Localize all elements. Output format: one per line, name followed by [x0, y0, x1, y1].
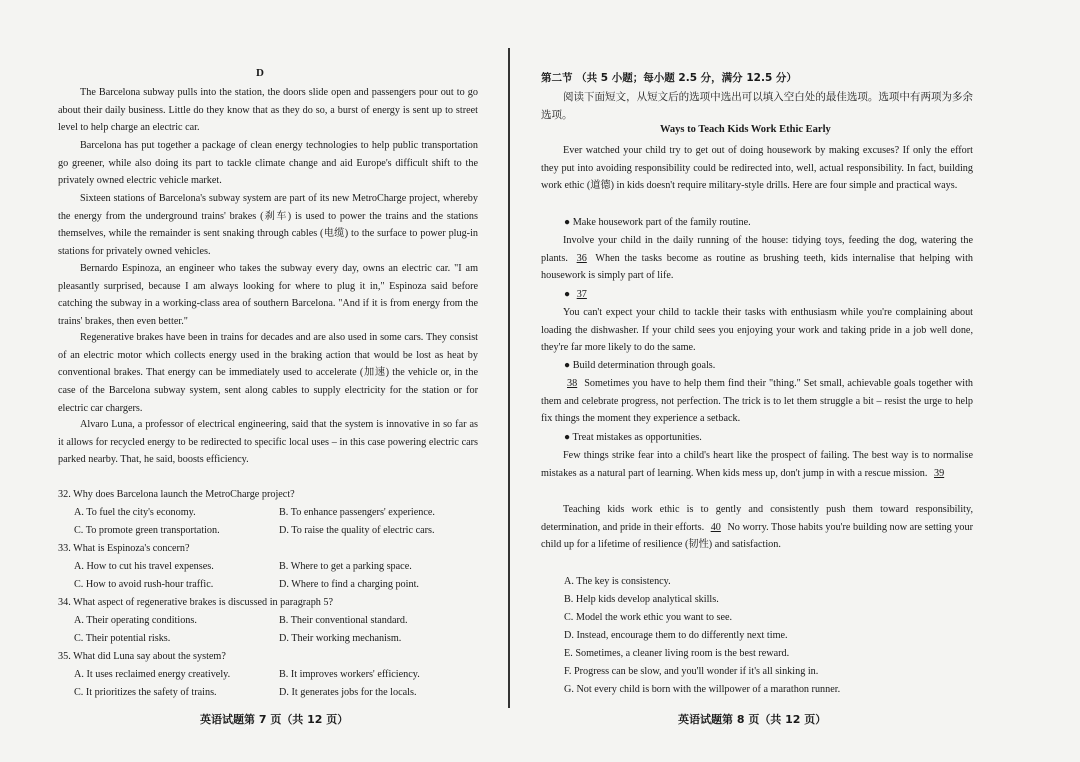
option-a: A. How to cut his travel expenses. — [74, 561, 214, 572]
passage-paragraph-5: Few things strike fear into a child's heart like the prospect of failing. The best way is to normalise mistakes as a natural part of learning. When kids mess up, don't jump in with a rescue mission. 39 — [541, 450, 973, 479]
blank-38: 38 — [567, 378, 578, 389]
option-a: A. Their operating conditions. — [74, 615, 197, 626]
passage-paragraph-4: 38 Sometimes you have to help them find their "thing." Set small, achievable goals together with them and celebrate progress, not perfection. The trick is to let them struggle a bit – resist the urge to help fix things the moment they experience a setback. — [541, 378, 973, 425]
page-footer: 英语试题第 7 页（共 12 页） — [200, 713, 349, 726]
instructions: 阅读下面短文，从短文后的选项中选出可以填入空白处的最佳选项。选项中有两项为多余选项。 — [541, 91, 973, 121]
passage-paragraph-4: Bernardo Espinoza, an engineer who takes the subway every day, owns an electric car. "I am pleasantly surprised, because I am always looking for where to plug it in," Espinoza said before catching the subway in a working-class area of southern Barcelona. "And if it is from energy from the trains' brakes, then even better." — [58, 263, 478, 328]
bullet-heading-2: ● 37 — [564, 286, 591, 304]
blank-39: 39 — [933, 467, 945, 479]
option-f: F. Progress can be slow, and you'll wonder if it's all sinking in. — [564, 666, 819, 677]
option-b: B. It improves workers' efficiency. — [279, 669, 420, 680]
passage-paragraph-3: Sixteen stations of Barcelona's subway system are part of its new MetroCharge project, whereby the energy from the underground trains' brakes (刹车) is used to power the trains and the stations themselves, while the remainder is sent snaking through cables (电缆) to the surface to power plug-in stations for privately owned vehicles. — [58, 193, 478, 258]
option-d: D. It generates jobs for the locals. — [279, 687, 417, 698]
option-d: D. Where to find a charging point. — [279, 579, 419, 590]
passage-title: Ways to Teach Kids Work Ethic Early — [660, 124, 831, 135]
passage-paragraph-5: Regenerative brakes have been in trains for decades and are also used in some cars. They consist of an electric motor which collects energy used in the braking action that would be lost as heat by conventional brakes. That energy can be immediately used to accelerate (加速) the vehicle or, in the case of the Barcelona subway system, sent along cables to supply electricity for the station or for electric car chargers. — [58, 332, 478, 414]
option-c: C. To promote green transportation. — [74, 525, 220, 536]
option-d: D. Their working mechanism. — [279, 633, 402, 644]
blank-37: 37 — [576, 289, 587, 300]
section-header: 第二节 （共 5 小题；每小题 2.5 分，满分 12.5 分） — [541, 72, 797, 84]
blank-36: 36 — [576, 252, 587, 264]
option-a: A. It uses reclaimed energy creatively. — [74, 669, 231, 680]
bullet-heading-4: ● Treat mistakes as opportunities. — [564, 432, 702, 443]
option-g: G. Not every child is born with the willpower of a marathon runner. — [564, 684, 841, 695]
option-b: B. Their conventional standard. — [279, 615, 408, 626]
option-e: E. Sometimes, a cleaner living room is the best reward. — [564, 648, 790, 659]
question-stem: 35. What did Luna say about the system? — [58, 651, 226, 662]
option-c: C. It prioritizes the safety of trains. — [74, 687, 217, 698]
option-b: B. To enhance passengers' experience. — [279, 507, 435, 518]
page-footer: 英语试题第 8 页（共 12 页） — [678, 713, 827, 726]
page-divider — [508, 48, 510, 708]
option-a: A. To fuel the city's economy. — [74, 507, 196, 518]
option-d: D. To raise the quality of electric cars. — [279, 525, 435, 536]
passage-paragraph-6: Alvaro Luna, a professor of electrical engineering, said that the system is innovative in so far as it allows for recycled energy to be redirected to specific local uses – in this case powering electric cars parked nearby. That, he said, boosts efficiency. — [58, 419, 478, 466]
passage-paragraph-3: You can't expect your child to tackle their tasks with enthusiasm while you're complaining about loading the dishwasher. If your child sees you enjoying your work and taking pride in a job well done, they're far more likely to do the same. — [541, 307, 973, 354]
option-c: C. Model the work ethic you want to see. — [564, 612, 733, 623]
left-page — [0, 0, 508, 762]
section-letter: D — [256, 67, 264, 79]
option-d: D. Instead, encourage them to do differently next time. — [564, 630, 788, 641]
question-stem: 32. Why does Barcelona launch the MetroCharge project? — [58, 489, 295, 500]
passage-paragraph-1: Ever watched your child try to get out of doing housework by making excuses? If only the effort they put into avoiding responsibility could be redirected into, well, actual responsibility. In fact, building work ethic (道德) in kids doesn't require military-style drills. Here are four simple and practical ways. — [541, 145, 973, 192]
option-a: A. The key is consistency. — [564, 576, 671, 587]
passage-paragraph-6: Teaching kids work ethic is to gently and consistently push them toward responsibility, determination, and pride in their efforts. 40 No worry. Those habits you're building now are setting your child up for a lifetime of resilience (韧性) and satisfaction. — [541, 504, 974, 551]
option-c: C. How to avoid rush-hour traffic. — [74, 579, 214, 590]
question-stem: 33. What is Espinoza's concern? — [58, 543, 190, 554]
bullet-heading-1: ● Make housework part of the family routine. — [564, 217, 751, 228]
right-page — [512, 0, 1080, 762]
option-b: B. Where to get a parking space. — [279, 561, 412, 572]
bullet-heading-3: ● Build determination through goals. — [564, 360, 716, 371]
passage-paragraph-2: Involve your child in the daily running of the house: tidying toys, feeding the dog, watering the plants. 36 When the tasks become as routine as brushing teeth, kids internalise that helping with housework is simply part of life. — [541, 235, 974, 282]
passage-paragraph-1: The Barcelona subway pulls into the station, the doors slide open and passengers pour out to go about their daily business. Little do they know that as they do so, a burst of energy is sent up to street level to help charge an electric car. — [58, 87, 478, 134]
blank-40: 40 — [710, 521, 721, 533]
option-b: B. Help kids develop analytical skills. — [564, 594, 719, 605]
question-stem: 34. What aspect of regenerative brakes is discussed in paragraph 5? — [58, 597, 334, 608]
option-c: C. Their potential risks. — [74, 633, 171, 644]
passage-paragraph-2: Barcelona has put together a package of clean energy technologies to help public transportation go greener, while also doing its part to tackle climate change and aid Europe's difficult shift to the privately owned electric vehicle market. — [58, 140, 478, 187]
